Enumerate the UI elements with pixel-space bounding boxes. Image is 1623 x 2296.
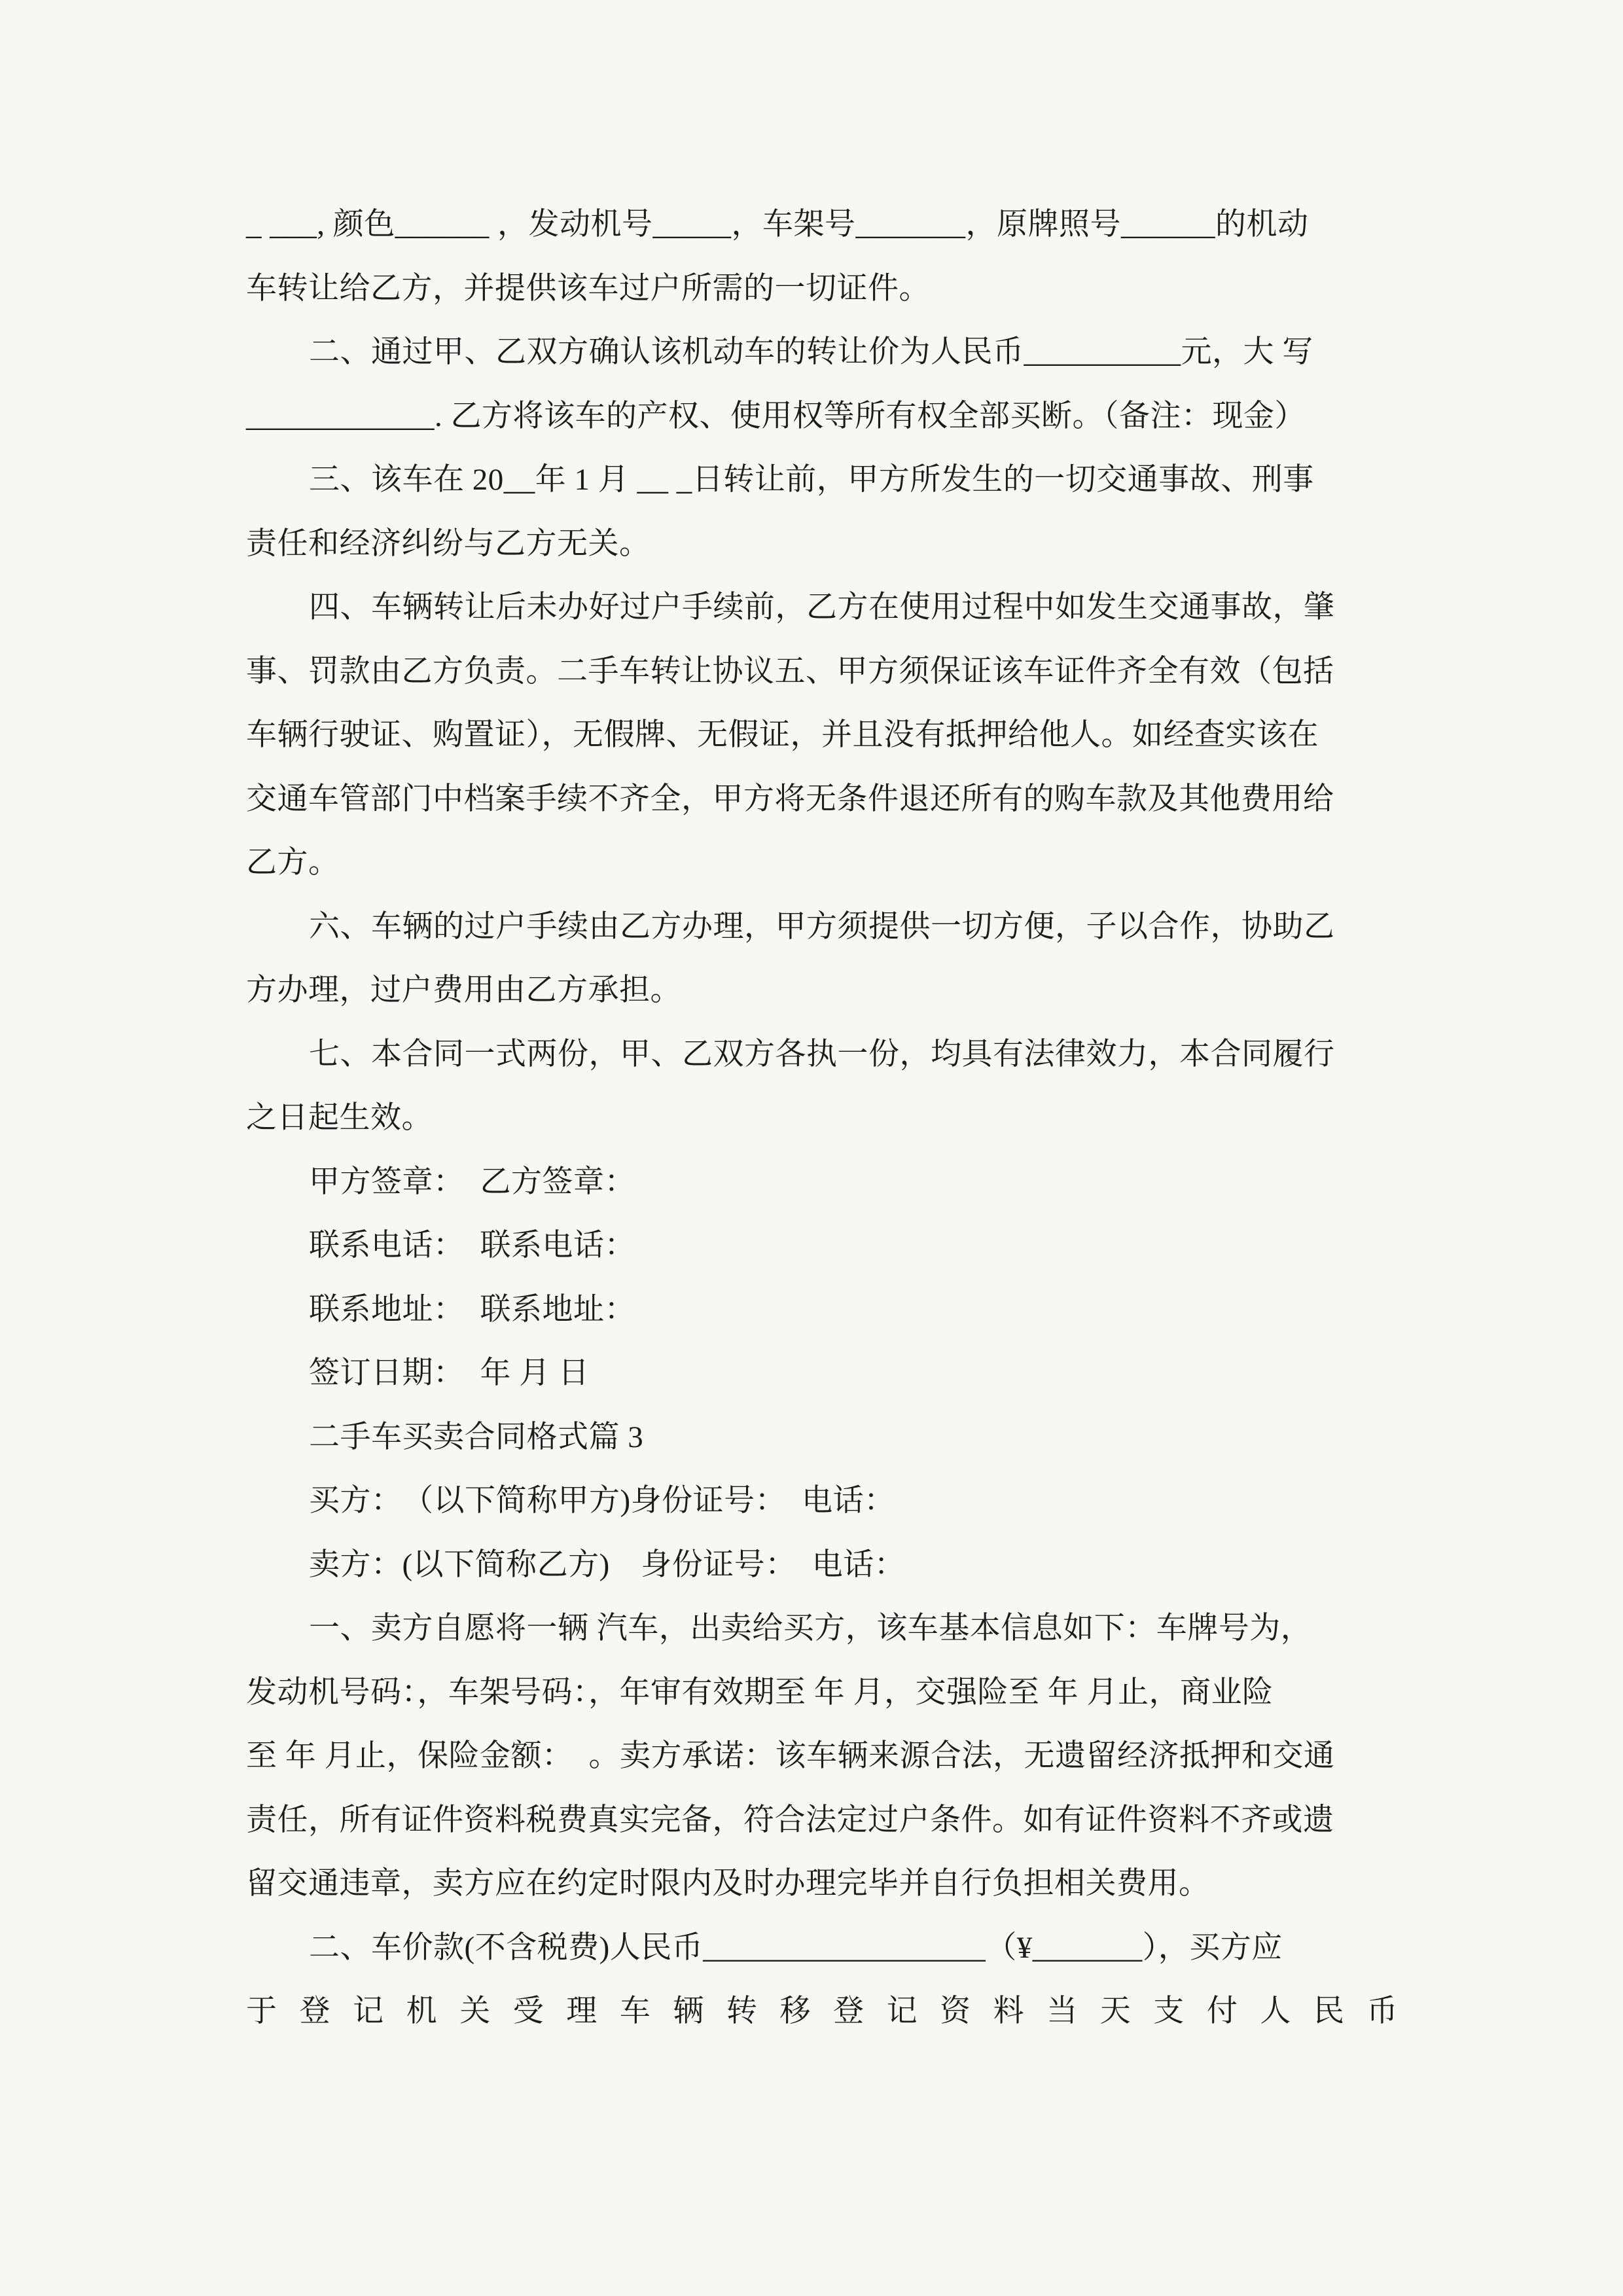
text-line-24: 发动机号码：，车架号码：，年审有效期至 年 月，交强险至 年 月止，商业险: [246, 1675, 1274, 1710]
text-line-13: 方办理，过户费用由乙方承担。: [246, 973, 681, 1007]
text-line-9: 车辆行驶证、购置证），无假牌、无假证，并且没有抵押给他人。如经查实该在: [246, 718, 1319, 752]
text-line-16: 甲方签章： 乙方签章：: [309, 1164, 635, 1199]
text-line-14: 七、本合同一式两份，甲、乙双方各执一份，均具有法律效力，本合同履行: [309, 1037, 1335, 1071]
text-line-12: 六、车辆的过户手续由乙方办理，甲方须提供一切方便，子以合作，协助乙: [309, 909, 1335, 944]
text-line-21: 买方： （以下简称甲方)身份证号： 电话：: [309, 1484, 895, 1518]
text-line-11: 乙方。: [246, 846, 340, 880]
text-line-20: 二手车买卖合同格式篇 3: [309, 1420, 644, 1454]
text-line-25: 至 年 月止，保险金额： 。卖方承诺：该车辆来源合法，无遗留经济抵押和交通: [246, 1739, 1335, 1773]
text-line-10: 交通车管部门中档案手续不齐全，甲方将无条件退还所有的购车款及其他费用给: [246, 781, 1334, 816]
text-line-6: 责任和经济纠纷与乙方无关。: [246, 526, 651, 561]
text-line-23: 一、卖方自愿将一辆 汽车，出卖给买方，该车基本信息如下：车牌号为，: [309, 1611, 1312, 1645]
text-line-4: ____________. 乙方将该车的产权、使用权等所有权全部买断。（备注：现金）: [246, 399, 1306, 433]
text-line-18: 联系地址： 联系地址：: [309, 1292, 635, 1327]
text-line-7: 四、车辆转让后未办好过户手续前，乙方在使用过程中如发生交通事故，肇: [309, 590, 1335, 624]
text-line-2: 车转让给乙方，并提供该车过户所需的一切证件。: [246, 271, 930, 306]
text-line-3: 二、通过甲、乙双方确认该机动车的转让价为人民币__________元，大 写: [309, 335, 1313, 369]
text-line-17: 联系电话： 联系电话：: [309, 1229, 635, 1263]
text-line-29: 于 登 记 机 关 受 理 车 辆 转 移 登 记 资 料 当 天 支 付 人 民 币: [246, 1994, 1398, 2028]
contract-text-block: [246, 193, 1398, 2044]
text-line-22: 卖方：(以下简称乙方) 身份证号： 电话：: [309, 1547, 906, 1582]
text-line-15: 之日起生效。: [246, 1101, 433, 1135]
text-line-27: 留交通违章，卖方应在约定时限内及时办理完毕并自行负担相关费用。: [246, 1867, 1210, 1901]
text-line-5: 三、该车在 20__年 1 月 __ _日转让前，甲方所发生的一切交通事故、刑事: [309, 463, 1314, 497]
text-line-28: 二、车价款(不含税费)人民币__________________（¥_______），买方应: [309, 1930, 1283, 1965]
text-line-19: 签订日期： 年 月 日: [309, 1356, 590, 1390]
text-line-1: _ ___, 颜色______ ，发动机号_____，车架号_______，原牌照号______的机动: [246, 207, 1309, 242]
text-line-26: 责任，所有证件资料税费真实完备，符合法定过户条件。如有证件资料不齐或遗: [246, 1803, 1334, 1837]
text-line-8: 事、罚款由乙方负责。二手车转让协议五、甲方须保证该车证件齐全有效（包括: [246, 654, 1334, 689]
